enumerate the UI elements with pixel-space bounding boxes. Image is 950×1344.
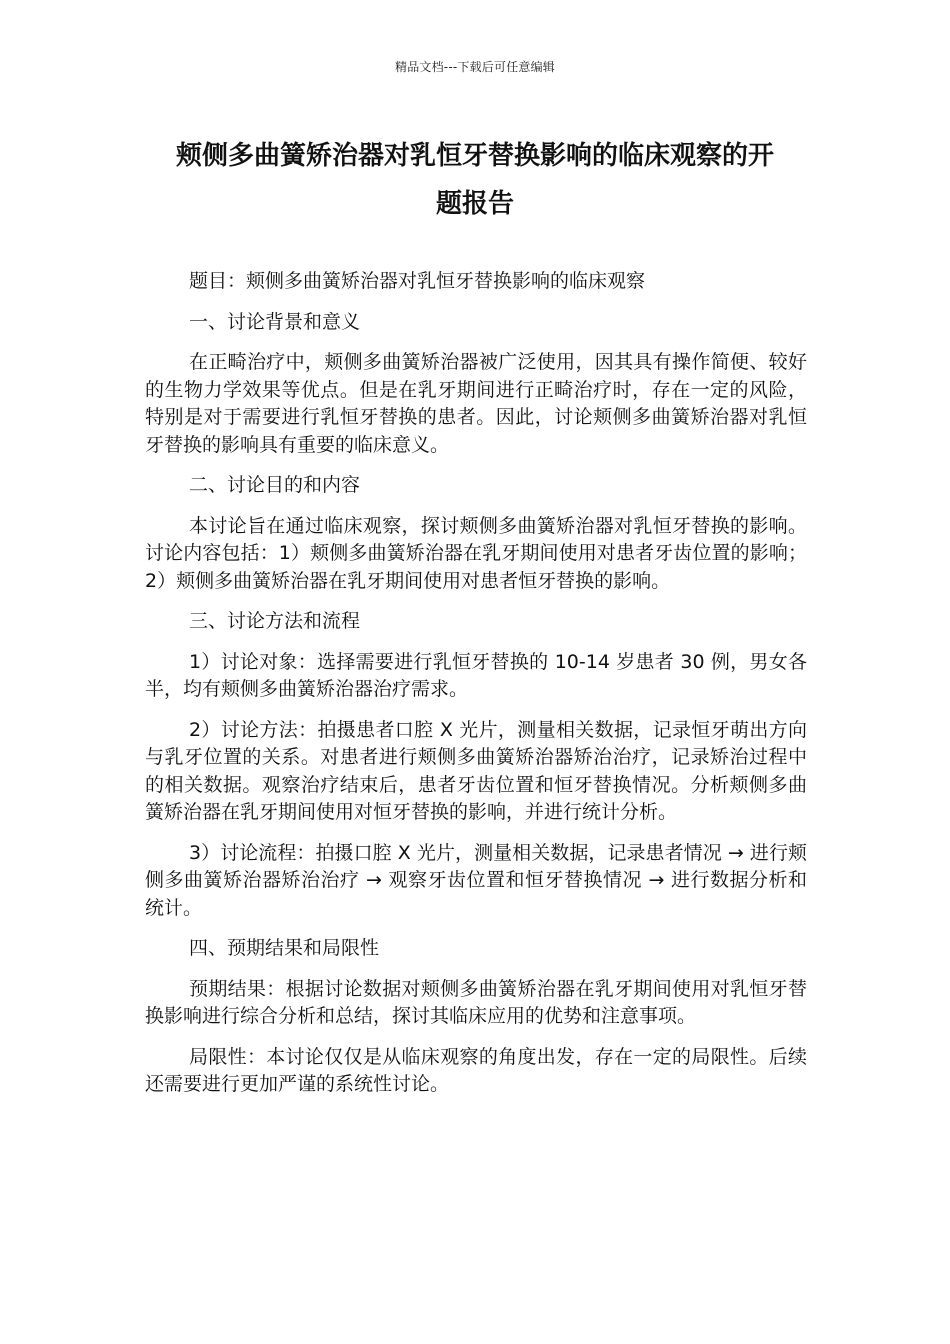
- section-1-heading: 一、讨论背景和意义: [189, 310, 361, 333]
- section-2-heading: 二、讨论目的和内容: [189, 474, 361, 496]
- header-note: 精品文档---下载后可任意编辑: [395, 60, 555, 74]
- section-4-expected: 预期结果：根据讨论数据对颊侧多曲簧矫治器在乳牙期间使用对乳恒牙替换影响进行综合分析和总结，探讨其临床应用的优势和注意事项。: [145, 977, 807, 1027]
- title-line-2: 题报告: [435, 189, 514, 219]
- section-3-item-2: 2）讨论方法：拍摄患者口腔 X 光片，测量相关数据，记录恒牙萌出方向与乳牙位置的关系。对患者进行颊侧多曲簧矫治器矫治治疗，记录矫治过程中的相关数据。观察治疗结束后，患者牙齿位置和恒牙替换情况。分析颊侧多曲簧矫治器在乳牙期间使用对恒牙替换的影响，并进行统计分析。: [145, 718, 807, 823]
- topic-line: 题目：颊侧多曲簧矫治器对乳恒牙替换影响的临床观察: [189, 270, 646, 292]
- document-body: [145, 268, 807, 1112]
- section-3-item-3: 3）讨论流程：拍摄口腔 X 光片，测量相关数据，记录患者情况 → 进行颊侧多曲簧矫治器矫治治疗 → 观察牙齿位置和恒牙替换情况 → 进行数据分析和统计。: [145, 841, 807, 919]
- section-3-item-1: 1）讨论对象：选择需要进行乳恒牙替换的 10-14 岁患者 30 例，男女各半，均有颊侧多曲簧矫治器治疗需求。: [145, 650, 807, 700]
- title-line-1: 颊侧多曲簧矫治器对乳恒牙替换影响的临床观察的开: [175, 141, 774, 171]
- section-2-paragraph: 本讨论旨在通过临床观察，探讨颊侧多曲簧矫治器对乳恒牙替换的影响。讨论内容包括：1）颊侧多曲簧矫治器在乳牙期间使用对患者牙齿位置的影响；2）颊侧多曲簧矫治器在乳牙期间使用对患者恒牙替换的影响。: [145, 514, 807, 592]
- section-4-limitations: 局限性：本讨论仅仅是从临床观察的角度出发，存在一定的局限性。后续还需要进行更加严谨的系统性讨论。: [145, 1045, 807, 1095]
- section-1-paragraph: 在正畸治疗中，颊侧多曲簧矫治器被广泛使用，因其具有操作简便、较好的生物力学效果等优点。但是在乳牙期间进行正畸治疗时，存在一定的风险，特别是对于需要进行乳恒牙替换的患者。因此，讨论颊侧多曲簧矫治器对乳恒牙替换的影响具有重要的临床意义。: [145, 351, 807, 456]
- document-title: [135, 132, 815, 228]
- section-3-heading: 三、讨论方法和流程: [189, 610, 361, 632]
- section-4-heading: 四、预期结果和局限性: [189, 937, 380, 959]
